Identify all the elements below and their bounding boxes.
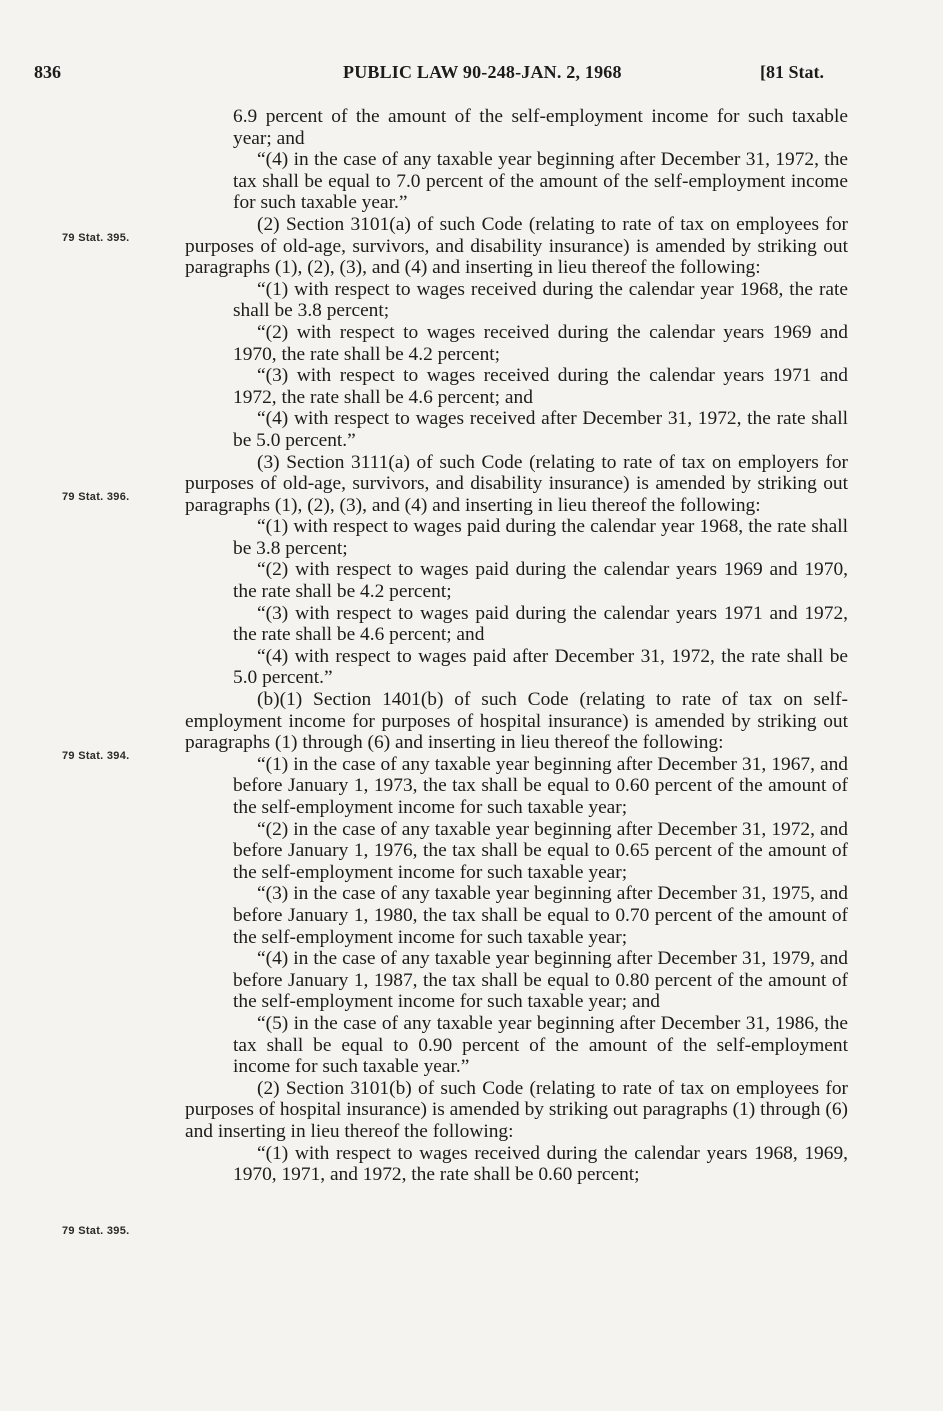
paragraph: “(4) in the case of any taxable year beginning after December 31, 1972, the tax shall be equal to 7.0 percent of the amount of the self-employment income for such taxable year.” <box>233 149 848 214</box>
paragraph: “(3) with respect to wages received during the calendar years 1971 and 1972, the rate shall be 4.6 percent; and <box>233 365 848 408</box>
margin-citation: 79 Stat. 394. <box>62 750 130 762</box>
paragraph: “(5) in the case of any taxable year beginning after December 31, 1986, the tax shall be equal to 0.90 percent of the amount of the self-employment income for such taxable year.” <box>233 1012 848 1078</box>
paragraph: “(1) with respect to wages received during the calendar years 1968, 1969, 1970, 1971, and 1972, the rate shall be 0.60 percent; <box>233 1142 848 1186</box>
paragraph: “(1) with respect to wages paid during the calendar year 1968, the rate shall be 3.8 percent; <box>233 516 848 559</box>
paragraph: “(2) with respect to wages received during the calendar years 1969 and 1970, the rate shall be 4.2 percent; <box>233 321 848 365</box>
paragraph: “(4) in the case of any taxable year beginning after December 31, 1979, and before January 1, 1987, the tax shall be equal to 0.80 percent of the amount of the self-employment income for such taxable year; and <box>233 948 848 1013</box>
section-paragraph: (b)(1) Section 1401(b) of such Code (relating to rate of tax on self-employment income for purposes of hospital insurance) is amended by striking out paragraphs (1) through (6) and inserting in lieu thereof the following: <box>185 689 848 754</box>
paragraph: “(1) with respect to wages received during the calendar year 1968, the rate shall be 3.8 percent; <box>233 278 848 322</box>
paragraph: “(3) with respect to wages paid during the calendar years 1971 and 1972, the rate shall be 4.6 percent; and <box>233 602 848 646</box>
paragraph: “(1) in the case of any taxable year beginning after December 31, 1967, and before January 1, 1973, the tax shall be equal to 0.60 percent of the amount of the self-employment income for such taxable year; <box>233 753 848 818</box>
paragraph: “(3) in the case of any taxable year beginning after December 31, 1975, and before January 1, 1980, the tax shall be equal to 0.70 percent of the amount of the self-employment income for such taxable year; <box>233 883 848 948</box>
page-header <box>0 62 943 86</box>
paragraph: “(4) with respect to wages received after December 31, 1972, the rate shall be 5.0 percent.” <box>233 408 848 451</box>
page-title: PUBLIC LAW 90-248-JAN. 2, 1968 <box>343 62 622 82</box>
statute-volume-reference: [81 Stat. <box>760 62 824 82</box>
paragraph: “(4) with respect to wages paid after December 31, 1972, the rate shall be 5.0 percent.” <box>233 645 848 689</box>
paragraph: 6.9 percent of the amount of the self-employment income for such taxable year; and <box>233 106 848 149</box>
margin-citation: 79 Stat. 396. <box>62 491 130 503</box>
page-number: 836 <box>34 62 61 82</box>
section-paragraph: (3) Section 3111(a) of such Code (relating to rate of tax on employers for purposes of old-age, survivors, and disability insurance) is amended by striking out paragraphs (1), (2), (3), and (4) and inserting in lieu thereof the following: <box>185 451 848 516</box>
paragraph: “(2) with respect to wages paid during the calendar years 1969 and 1970, the rate shall be 4.2 percent; <box>233 559 848 603</box>
statute-text <box>185 106 848 1186</box>
margin-citation: 79 Stat. 395. <box>62 1225 130 1237</box>
section-paragraph: (2) Section 3101(b) of such Code (relating to rate of tax on employees for purposes of hospital insurance) is amended by striking out paragraphs (1) through (6) and inserting in lieu thereof the following: <box>185 1077 848 1142</box>
section-paragraph: (2) Section 3101(a) of such Code (relating to rate of tax on employees for purposes of old-age, survivors, and disability insurance) is amended by striking out paragraphs (1), (2), (3), and (4) and inserting in lieu thereof the following: <box>185 213 848 279</box>
paragraph: “(2) in the case of any taxable year beginning after December 31, 1972, and before January 1, 1976, the tax shall be equal to 0.65 percent of the amount of the self-employment income for such taxable year; <box>233 818 848 883</box>
margin-citation: 79 Stat. 395. <box>62 232 130 244</box>
